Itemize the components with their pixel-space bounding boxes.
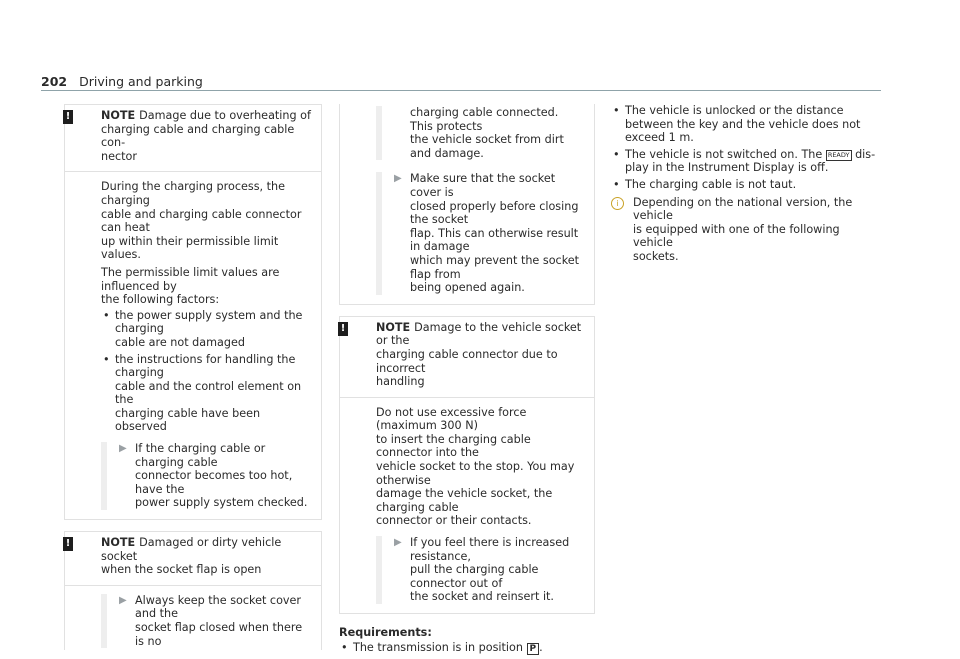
text-line: cable are not damaged <box>115 335 245 349</box>
note-header <box>65 532 321 585</box>
note-title-line: handling <box>376 375 425 389</box>
text-line: dis- <box>855 147 876 161</box>
text-line: the following factors: <box>101 293 220 307</box>
text-line: . <box>539 640 543 654</box>
note-label: NOTE <box>101 109 136 122</box>
text-line: being opened again. <box>410 281 525 295</box>
text-line: up within their permissible limit values. <box>101 234 279 262</box>
text-line: connector or their contacts. <box>376 514 532 528</box>
text-line: power supply system checked. <box>135 496 308 510</box>
list-item <box>339 641 595 655</box>
text-line: the power supply system and the charging <box>115 308 303 336</box>
info-note <box>611 196 881 264</box>
text-line: the instructions for handling the charging <box>115 352 296 380</box>
text-line: The permissible limit values are influenced by <box>101 265 280 293</box>
note-dirty-socket <box>64 531 322 650</box>
text-line: flap. This can otherwise result in damage <box>410 226 579 254</box>
paragraph <box>376 406 584 528</box>
paragraph <box>101 266 311 307</box>
requirements-list-continued <box>611 104 881 192</box>
requirements-list <box>339 641 595 655</box>
text-line: The vehicle is not switched on. The <box>625 147 823 161</box>
column-2 <box>339 104 595 659</box>
text-line: is equipped with one of the following vehicle <box>633 222 840 250</box>
text-line: between the key and the vehicle does not <box>625 117 861 131</box>
text-line: charging cable connected. This protects <box>410 106 559 133</box>
text-line: The charging cable is not taut. <box>625 177 797 191</box>
arrow-right-icon: ▶ <box>394 537 402 549</box>
text-line: vehicle socket to the stop. You may otherwise <box>376 460 575 487</box>
note-title-line: charging cable connector due to incorrect <box>376 347 558 375</box>
list-item <box>611 178 881 192</box>
requirements <box>339 626 595 655</box>
ready-indicator-icon: READY <box>827 150 850 159</box>
gear-p-symbol: P <box>527 643 540 655</box>
text-line: sockets. <box>633 249 679 263</box>
column-1 <box>64 104 322 650</box>
action-step <box>101 442 311 510</box>
text-line: Do not use excessive force (maximum 300 N) <box>376 405 527 433</box>
page-header <box>41 74 203 89</box>
action-bar <box>376 536 382 604</box>
note-title-line: charging cable and charging cable con- <box>101 122 295 150</box>
text-line: exceed 1 m. <box>625 131 694 145</box>
info-icon: i <box>611 197 624 210</box>
text-line: to insert the charging cable connector into the <box>376 432 531 460</box>
text-line: the socket and reinsert it. <box>410 590 554 604</box>
action-bar <box>376 106 382 160</box>
note-overheating <box>64 104 322 520</box>
note-header <box>65 105 321 171</box>
text-line: which may prevent the socket flap from <box>410 253 580 281</box>
action-step <box>376 536 584 604</box>
factor-list <box>101 309 311 434</box>
note-dirty-socket-continued <box>339 104 595 305</box>
note-title-line: Damage to the vehicle socket or the <box>376 320 582 348</box>
text-line: Make sure that the socket cover is <box>410 172 556 199</box>
text-line: socket flap closed when there is no <box>135 621 303 648</box>
text-line: During the charging process, the charging <box>101 180 285 207</box>
text-line: If you feel there is increased resistance, <box>410 536 570 563</box>
action-bar <box>101 594 107 648</box>
text-line: The transmission is in position <box>353 640 523 654</box>
page-number: 202 <box>41 74 68 89</box>
list-item <box>101 353 311 435</box>
requirements-title: Requirements: <box>339 626 432 639</box>
arrow-right-icon: ▶ <box>119 594 127 606</box>
text-line: charging cable have been observed <box>115 406 261 434</box>
action-step <box>376 172 584 294</box>
text-line: If the charging cable or charging cable <box>135 442 266 469</box>
text-line: Always keep the socket cover and the <box>135 593 302 621</box>
arrow-right-icon: ▶ <box>119 443 127 455</box>
text-line: pull the charging cable connector out of <box>410 563 539 590</box>
note-incorrect-handling <box>339 316 595 614</box>
action-bar <box>101 442 107 510</box>
note-body <box>65 585 321 650</box>
warning-icon: ! <box>63 110 73 124</box>
note-title-line: Damaged or dirty vehicle socket <box>101 536 282 563</box>
column-3 <box>611 104 881 264</box>
paragraph <box>101 180 311 262</box>
header-rule <box>41 90 881 91</box>
text-line: cable and the control element on the <box>115 379 302 407</box>
list-item <box>611 104 881 145</box>
action-bar <box>376 172 382 294</box>
section-title: Driving and parking <box>79 74 203 89</box>
text-line: damage the vehicle socket, the charging cable <box>376 487 553 514</box>
note-title-line: nector <box>101 149 137 163</box>
note-body <box>340 104 594 304</box>
note-header <box>340 317 594 397</box>
action-step <box>376 106 584 160</box>
note-label: NOTE <box>376 320 411 334</box>
note-body <box>65 171 321 519</box>
warning-icon: ! <box>338 322 348 336</box>
list-item <box>101 309 311 350</box>
warning-icon: ! <box>63 537 73 551</box>
text-line: The vehicle is unlocked or the distance <box>625 104 844 117</box>
text-line: the vehicle socket from dirt and damage. <box>410 133 564 160</box>
note-title-line: when the socket flap is open <box>101 563 262 577</box>
note-body <box>340 397 594 613</box>
text-line: cable and charging cable connector can heat <box>101 207 302 235</box>
text-line: play in the Instrument Display is off. <box>625 161 829 175</box>
action-step <box>101 594 311 648</box>
text-line: Depending on the national version, the vehicle <box>633 195 853 223</box>
text-line: closed properly before closing the socket <box>410 199 579 227</box>
arrow-right-icon: ▶ <box>394 173 402 185</box>
note-label: NOTE <box>101 536 136 550</box>
note-title-line: Damage due to overheating of <box>139 109 311 122</box>
text-line: connector becomes too hot, have the <box>135 469 293 496</box>
list-item <box>611 148 881 175</box>
